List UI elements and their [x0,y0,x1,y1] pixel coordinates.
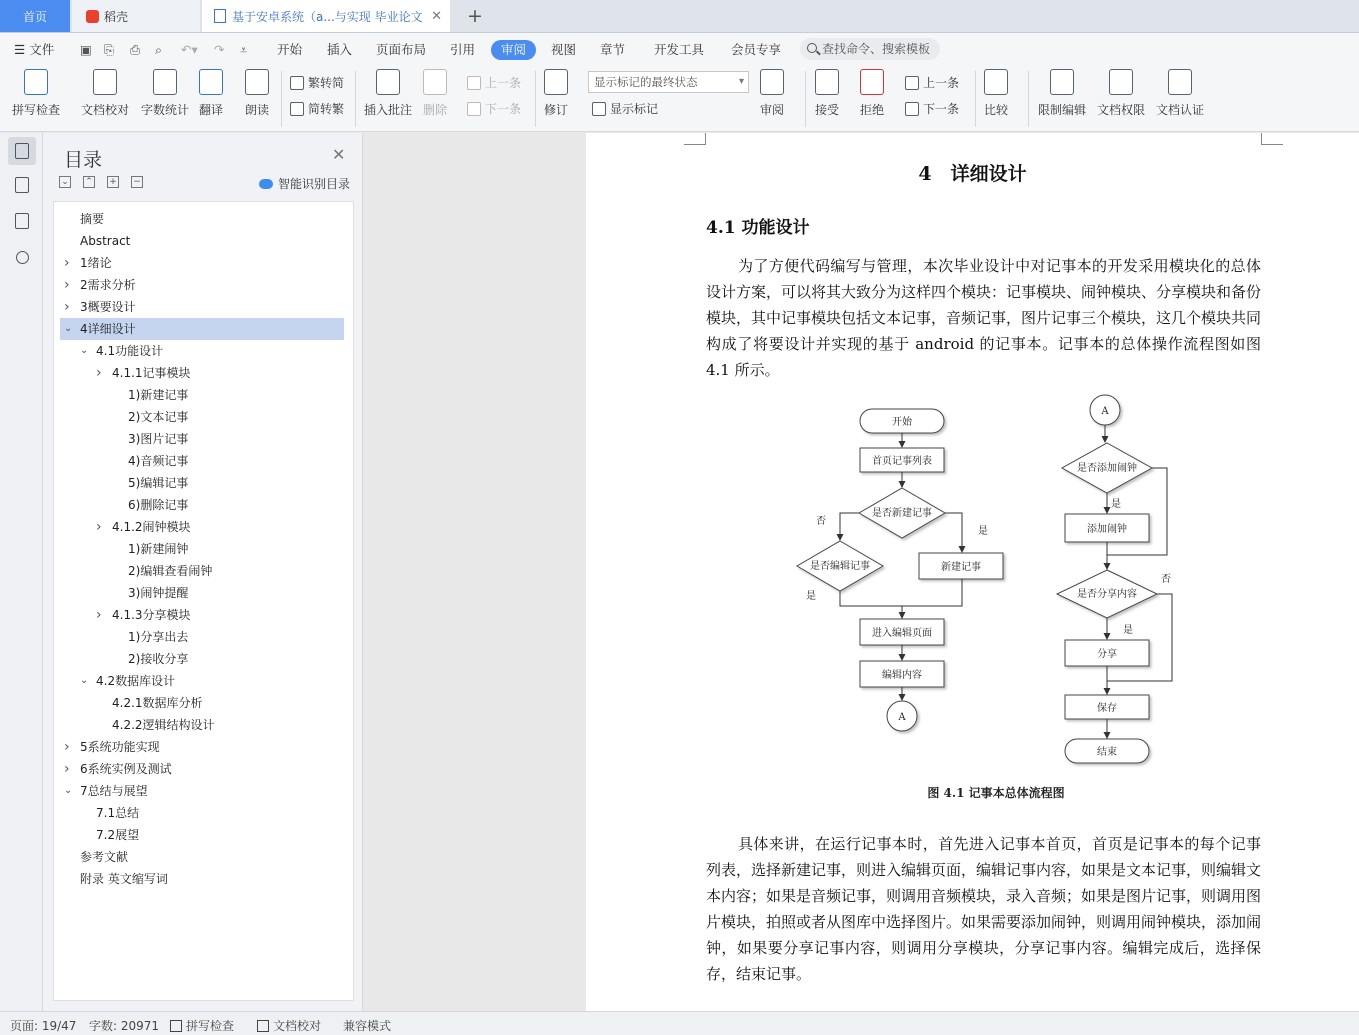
left-rail [0,133,43,1011]
toc-item[interactable] [60,472,344,494]
toc-item[interactable] [60,538,344,560]
toc-item-label: 6)删除记事 [128,498,189,512]
markup-state-value: 显示标记的最终状态 [594,75,698,89]
track-changes-icon [544,69,568,95]
toc-item-label: 4.1.2闹钟模块 [112,520,191,534]
simp-to-trad-button[interactable] [290,100,344,117]
note-list-label: 首页记事列表 [872,456,932,467]
translate-label: 翻译 [199,103,224,117]
toc-item[interactable] [60,582,344,604]
toc-item-label: 1)分享出去 [128,630,189,644]
file-menu-label: 文件 [29,42,55,57]
spell-check-icon [24,69,48,95]
menu-start[interactable]: 开始 [277,42,303,57]
show-markup-icon [592,102,606,116]
toc-item-label: 4.1功能设计 [96,344,164,358]
toc-item-label: 1绪论 [80,256,112,270]
chevron-right-icon[interactable]: › [64,277,70,293]
figure-caption: 图 4.1 记事本总体流程图 [927,786,1065,800]
trad-to-simp-label: 繁转简 [308,76,345,90]
word-count-indicator-label: 字数: 20971 [89,1019,160,1033]
toc-item-label: 4详细设计 [80,322,136,336]
doc-rights-button[interactable] [1097,69,1145,118]
toc-item[interactable] [60,406,344,428]
file-menu[interactable] [14,40,54,60]
toc-item-label: 7.2展望 [96,828,140,842]
chapter-icon [15,177,29,193]
new-note-question: 是否新建记事 [872,508,932,519]
close-icon[interactable]: ✕ [332,145,346,164]
compat-mode-label: 兼容模式 [343,1019,392,1033]
smart-toc-button[interactable] [259,175,350,192]
toc-item[interactable] [60,780,344,802]
next-change-icon [905,102,919,116]
toc-item-label: Abstract [80,234,131,248]
toc-item[interactable] [60,318,344,340]
toc-item-label: 4.2.2逻辑结构设计 [112,718,215,732]
share-question: 是否分享内容 [1077,589,1137,600]
toc-list [53,201,354,1001]
chevron-right-icon[interactable]: › [64,761,70,777]
trad-to-simp-button[interactable] [290,74,344,91]
simp-to-trad-icon [290,102,304,116]
compare-icon [984,69,1008,95]
doc-rights-label: 文档权限 [1097,103,1146,117]
toc-panel-button[interactable] [8,137,36,165]
toc-item[interactable] [60,802,344,824]
toc-item-label: 摘要 [80,212,105,226]
doc-cert-button[interactable] [1156,69,1204,118]
delete-comment-label: 删除 [423,103,448,117]
tab-document-label: 基于安卓系统（a...与实现 毕业论文 [232,9,423,24]
ai-icon [259,179,273,189]
toc-item-label: 6系统实例及测试 [80,762,172,776]
remove-heading-icon[interactable]: − [131,176,143,188]
track-changes-label: 修订 [544,103,569,117]
restrict-edit-icon [1050,69,1074,95]
add-heading-icon[interactable]: + [107,176,119,188]
section-title: 4.1 功能设计 [706,218,810,238]
ribbon-separator [281,71,282,127]
read-aloud-button[interactable] [245,69,269,118]
hamburger-icon: ☰ [14,42,30,57]
toc-item[interactable] [60,208,344,230]
tab-home-label: 首页 [22,9,47,24]
status-spell-label: 拼写检查 [186,1019,235,1033]
toc-item-label: 4.1.1记事模块 [112,366,191,380]
simp-to-trad-label: 简转繁 [308,102,345,116]
redo-icon[interactable]: ↷ [214,42,225,57]
compare-label: 比较 [984,103,1009,117]
accept-icon [815,69,839,95]
insert-comment-icon [376,69,400,95]
collapse-all-icon[interactable]: ⌄ [59,176,71,188]
toc-item-label: 5系统功能实现 [80,740,160,754]
word-count-indicator[interactable] [89,1017,159,1034]
chevron-right-icon[interactable]: › [96,607,102,623]
toc-item[interactable] [60,230,344,252]
customize-toolbar-icon[interactable]: ⩡ [240,42,248,57]
review-ribbon [0,65,1359,132]
insert-comment-label: 插入批注 [364,103,413,117]
chevron-right-icon[interactable]: › [96,365,102,381]
toc-item[interactable] [60,560,344,582]
status-doc-proof[interactable] [257,1017,321,1034]
restrict-edit-label: 限制编辑 [1038,103,1087,117]
chapter-nav-button[interactable] [8,171,36,199]
alarm-question: 是否添加闹钟 [1077,463,1137,474]
delete-comment-icon [423,69,447,95]
trad-to-simp-icon [290,76,304,90]
next-change-button[interactable] [905,100,959,117]
start-label: 开始 [892,417,912,428]
toc-item-label: 7总结与展望 [80,784,148,798]
toc-item-label: 3)闹钟提醒 [128,586,189,600]
toc-item-label: 4.1.3分享模块 [112,608,191,622]
restrict-edit-button[interactable] [1038,69,1086,118]
save-icon[interactable]: ▣ [80,42,92,57]
toc-item-label: 附录 英文缩写词 [80,872,168,886]
toc-item-label: 2)接收分享 [128,652,189,666]
chapter-title: 4 详细设计 [918,163,1027,185]
read-aloud-icon [245,69,269,95]
expand-up-icon[interactable]: ⌃ [83,176,95,188]
show-markup-label: 显示标记 [610,102,659,116]
reject-icon [860,69,884,95]
bookmark-button[interactable] [8,207,36,235]
doc-cert-icon [1168,69,1192,95]
menu-section[interactable]: 章节 [600,42,626,57]
print-icon[interactable]: ⎙ [130,42,141,57]
doc-proof-button[interactable] [81,69,129,118]
toc-item[interactable] [60,626,344,648]
chevron-down-icon[interactable]: ⌄ [80,675,89,686]
toc-item[interactable] [60,296,344,318]
chevron-right-icon[interactable]: › [64,739,70,755]
prev-comment-button[interactable] [467,74,521,91]
add-alarm-label: 添加闹钟 [1087,524,1127,535]
share-label: 分享 [1097,649,1117,660]
toc-item-label: 2)编辑查看闹钟 [128,564,213,578]
chevron-right-icon[interactable]: › [64,299,70,315]
undo-icon[interactable]: ↶▾ [181,42,198,57]
export-pdf-icon[interactable]: ⎘ [104,42,115,57]
review-pane-button[interactable] [760,69,784,118]
doc-proof-icon [93,69,117,95]
track-changes-button[interactable] [544,69,568,118]
yes-label: 是 [1111,499,1121,510]
toc-item-label: 4.2.1数据库分析 [112,696,203,710]
toc-item-label: 1)新建记事 [128,388,189,402]
toc-item[interactable] [60,714,344,736]
yes-label: 是 [978,526,988,537]
save-label: 保存 [1097,703,1117,714]
search-placeholder: 查找命令、搜索模板 [822,42,931,56]
docer-logo-icon [86,10,99,23]
menu-developer[interactable]: 开发工具 [654,42,705,57]
toc-icon [15,143,29,159]
page-indicator[interactable] [10,1017,76,1034]
status-spell-check[interactable] [170,1017,234,1034]
paragraph-detail: 具体来讲，在运行记事本时，首先进入记事本首页，首页是记事本的每个记事列表，选择新建记事，则进入编辑页面，编辑记事内容，如果是文本记事，则编辑文本内容；如果是音频记事，则调用音频模块，录入音频；如果是图片记事，则调用图片模块，拍照或者从图库中选择图片。如果需要添加闹钟，则调用闹钟模块，添加闹钟，如果要分享记事内容，则调用分享模块，分享记事内容。编辑完成后，选择保存，结束记事。 [706,835,1262,983]
document-page[interactable] [586,133,1359,1011]
word-doc-icon [214,9,226,23]
toc-item[interactable] [60,340,344,362]
prev-change-button[interactable] [905,74,959,91]
toc-item[interactable] [60,516,344,538]
word-count-icon [153,69,177,95]
page-gutter [364,133,586,1011]
toc-item[interactable] [60,428,344,450]
page-indicator-label: 页面: 19/47 [10,1019,77,1033]
menu-review[interactable]: 审阅 [491,40,536,60]
prev-change-label: 上一条 [923,76,960,90]
status-proof-label: 文档校对 [273,1019,322,1033]
spell-check-label: 拼写检查 [12,103,61,117]
toc-item[interactable] [60,648,344,670]
ribbon-separator [535,71,536,127]
new-tab-label: + [467,5,483,27]
prev-change-icon [905,76,919,90]
toc-title: 目录 [64,149,103,171]
new-tab-button[interactable] [460,0,490,32]
toc-item[interactable] [60,758,344,780]
toc-item[interactable] [60,736,344,758]
edit-content-label: 编辑内容 [882,670,922,681]
menu-bar [0,33,1359,65]
accept-button[interactable] [815,69,839,118]
toc-item-label: 参考文献 [80,850,129,864]
toc-item-label: 1)新建闹钟 [128,542,189,556]
end-label: 结束 [1097,747,1117,758]
toc-item[interactable] [60,252,344,274]
next-comment-button[interactable] [467,100,521,117]
new-note-label: 新建记事 [941,562,981,573]
connector-a-label: A [898,712,906,723]
toc-item[interactable] [60,846,344,868]
search-icon [807,43,817,53]
menu-references[interactable]: 引用 [450,42,476,57]
review-pane-label: 审阅 [760,103,785,117]
ribbon-separator [355,71,356,127]
next-comment-icon [467,102,481,116]
ribbon-separator [805,71,806,127]
yes-label: 是 [806,591,816,602]
toc-item-label: 5)编辑记事 [128,476,189,490]
translate-button[interactable] [199,69,223,118]
close-tab-icon[interactable]: ✕ [431,8,442,24]
chevron-right-icon[interactable]: › [64,255,70,271]
tab-home[interactable] [0,0,70,32]
doc-cert-label: 文档认证 [1156,103,1205,117]
edit-note-question: 是否编辑记事 [810,561,870,572]
menu-insert[interactable]: 插入 [327,42,353,57]
menu-page-layout[interactable]: 页面布局 [376,42,427,57]
accept-label: 接受 [815,103,840,117]
toc-item[interactable] [60,274,344,296]
toc-item-label: 3概要设计 [80,300,136,314]
smart-toc-label: 智能识别目录 [278,177,351,191]
toc-item[interactable] [60,450,344,472]
bookmark-icon [15,213,29,229]
doc-proof-label: 文档校对 [81,103,130,117]
toc-item-label: 3)图片记事 [128,432,189,446]
tab-document[interactable] [202,0,450,32]
word-count-label: 字数统计 [141,103,190,117]
chevron-down-icon[interactable]: ⌄ [64,323,73,334]
proof-icon [257,1020,269,1032]
word-count-button[interactable] [141,69,189,118]
spell-check-button[interactable] [12,69,60,118]
tab-bar [0,0,1359,33]
prev-comment-label: 上一条 [485,76,522,90]
toc-item[interactable] [60,824,344,846]
toc-item-label: 2)文本记事 [128,410,189,424]
toc-item-label: 7.1总结 [96,806,140,820]
read-aloud-label: 朗读 [245,103,270,117]
next-change-label: 下一条 [923,102,960,116]
yes-label: 是 [1123,625,1133,636]
tab-docer[interactable] [72,0,200,32]
print-preview-icon[interactable]: ⌕ [155,42,163,57]
menu-view[interactable]: 视图 [551,42,577,57]
toc-item[interactable] [60,670,344,692]
show-markup-button[interactable] [592,100,658,117]
reject-label: 拒绝 [860,103,885,117]
connector-a-label: A [1101,406,1109,417]
toc-item[interactable] [60,362,344,384]
delete-comment-button[interactable] [423,69,447,118]
ribbon-separator [975,71,976,127]
chevron-right-icon[interactable]: › [96,519,102,535]
find-button[interactable] [8,243,36,271]
markup-state-select[interactable] [588,71,749,93]
search-icon [16,251,29,264]
compare-button[interactable] [984,69,1008,118]
tab-docer-label: 稻壳 [104,9,129,24]
no-label: 否 [1161,574,1171,585]
checkbox-icon [170,1020,182,1032]
review-pane-icon [760,69,784,95]
enter-edit-label: 进入编辑页面 [872,628,932,639]
ribbon-separator [1028,71,1029,127]
prev-comment-icon [467,76,481,90]
flowchart [586,133,1359,793]
command-search-input[interactable] [800,38,940,60]
toc-item[interactable] [60,868,344,890]
status-bar [0,1011,1359,1035]
next-comment-label: 下一条 [485,102,522,116]
toc-item-label: 4.2数据库设计 [96,674,176,688]
no-label: 否 [816,516,826,527]
toc-item[interactable] [60,604,344,626]
toc-item[interactable] [60,692,344,714]
translate-icon [199,69,223,95]
chevron-down-icon[interactable]: ⌄ [64,785,73,796]
toc-item[interactable] [60,384,344,406]
menu-member[interactable]: 会员专享 [731,42,782,57]
toc-item-label: 4)音频记事 [128,454,189,468]
toc-panel [43,133,363,1011]
toc-item[interactable] [60,494,344,516]
paragraph-intro: 为了方便代码编写与管理，本次毕业设计中对记事本的开发采用模块化的总体设计方案，可以将其大致分为这样四个模块：记事模块、闹钟模块、分享模块和备份模块，其中记事模块包括文本记事，音频记事，图片记事三个模块，这几个模块共同构成了将要设计并实现的基于 android 的记事本。记事本的总体操作流程图如图 4.1 所示。 [706,257,1262,379]
insert-comment-button[interactable] [364,69,412,118]
doc-rights-icon [1109,69,1133,95]
chevron-down-icon[interactable]: ⌄ [80,345,89,356]
reject-button[interactable] [860,69,884,118]
compat-mode [343,1017,391,1034]
toc-item-label: 2需求分析 [80,278,136,292]
